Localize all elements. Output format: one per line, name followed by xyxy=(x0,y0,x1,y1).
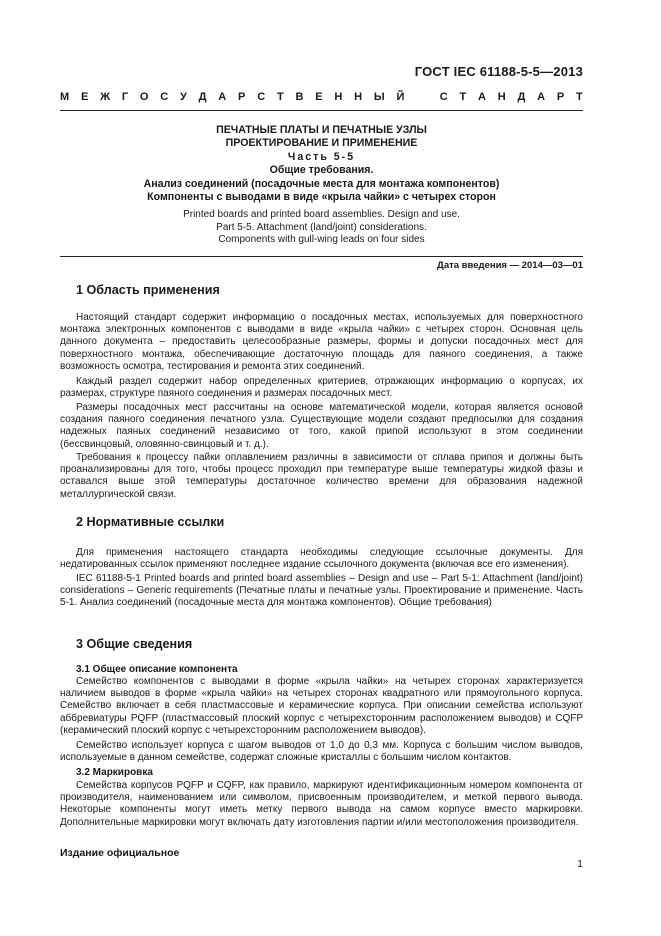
heading-letter: Н xyxy=(497,91,506,103)
heading-letter: Й xyxy=(396,91,405,103)
section-3-title: 3 Общие сведения xyxy=(76,637,193,651)
section-1-paragraph: Каждый раздел содержит набор определенных критериев, отражающих информацию о корпусах, их размерах, структуре паяного соединения и размерах посадочных мест. xyxy=(60,376,583,400)
heading-letter: Н xyxy=(334,91,343,103)
section-1-paragraph: Требования к процессу пайки оплавлением различны в зависимости от сплава припоя и должны быть проанализированы для того, чтобы процесс проходил при температуре выше температуры жидкой фазы и оставался выше этой температуры достаточное количество времени для образования надежной металлургической связи. xyxy=(60,452,583,500)
page-number: 1 xyxy=(577,858,583,870)
section-1-title: 1 Область применения xyxy=(76,283,220,297)
section-1-paragraph: Настоящий стандарт содержит информацию о посадочных местах, используемых для поверхностного монтажа электронных компонентов с выводами в виде «крыла чайки» с четырех сторон. Основная цель данного документа – предоставить целесообразные размеры, формы и допуски посадочных мест для поверхностного монтажа, обеспечивающие достаточную площадь для паяного соединения, а также возможность осмотра, тестирования и ремонта этих соединений. xyxy=(60,312,583,372)
heading-letter: Е xyxy=(315,91,323,103)
english-title xyxy=(60,209,583,247)
heading-letter: Ы xyxy=(373,91,385,103)
heading-letter: Г xyxy=(121,91,129,103)
english-title-line-2: Part 5-5. Attachment (land/joint) considerations. xyxy=(216,221,427,233)
subsection-3-1-title: 3.1 Общее описание компонента xyxy=(76,664,238,675)
heading-letter: А xyxy=(537,91,546,103)
section-1-paragraph: Размеры посадочных мест рассчитаны на основе математической модели, которая является основой создания паяного соединения печатного узла. Существующие модели создают предпосылки для создания надежных паяных соединений независимо от того, какой припой используют в этом соединении (бессвинцовый, оловянно-свинцовый и т. д.). xyxy=(60,402,583,450)
section-2-paragraph: IEC 61188-5-1 Printed boards and printed board assemblies – Design and use – Part 5-1: Attachment (land/joint) considerations – Generic requirements (Печатные платы и печатные узлы. Проектирование и применение. Часть 5-1. Анализ соединений (посадочные места для монтажа компонентов). Общие требования) xyxy=(60,573,583,609)
heading-letter: С xyxy=(257,91,266,103)
heading-letter: Т xyxy=(459,91,467,103)
heading-letter: В xyxy=(295,91,304,103)
heading-letter: Т xyxy=(276,91,284,103)
title-line-6: Компоненты с выводами в виде «крыла чайки» с четырех сторон xyxy=(147,191,496,204)
introduction-date: Дата введения — 2014—03—01 xyxy=(437,260,583,271)
title-line-4: Общие требования. xyxy=(269,164,374,177)
heading-letter: С xyxy=(439,91,448,103)
subsection-3-1-paragraph: Семейство использует корпуса с шагом выводов от 1,0 до 0,3 мм. Корпуса с большим числом выводов, используемые в данном семействе, содержат сложные кристаллы с большим числом контактов. xyxy=(60,740,583,764)
title-line-2: ПРОЕКТИРОВАНИЕ И ПРИМЕНЕНИЕ xyxy=(225,137,418,150)
heading-letter: Е xyxy=(80,91,89,103)
document-title xyxy=(60,124,583,204)
heading-letter: А xyxy=(478,91,486,103)
section-2-paragraph: Для применения настоящего стандарта необходимы следующие ссылочные документы. Для недатированных ссылок применяют последнее издание ссылочного документа (включая все его изменения). xyxy=(60,547,583,571)
heading-letter: М xyxy=(60,91,70,103)
english-title-line-1: Printed boards and printed board assemblies. Design and use. xyxy=(183,209,460,220)
title-line-1: ПЕЧАТНЫЕ ПЛАТЫ И ПЕЧАТНЫЕ УЗЛЫ xyxy=(216,124,427,136)
heading-letter: Н xyxy=(354,91,363,103)
heading-letter: Ж xyxy=(100,91,111,103)
official-edition-label: Издание официальное xyxy=(60,847,180,859)
interstate-standard-heading xyxy=(60,91,583,103)
subsection-3-2-title: 3.2 Маркировка xyxy=(76,767,153,778)
heading-letter: А xyxy=(218,91,227,103)
section-2-title: 2 Нормативные ссылки xyxy=(76,515,225,529)
standard-code: ГОСТ IEC 61188-5-5—2013 xyxy=(414,64,583,79)
english-title-line-3: Components with gull-wing leads on four sides xyxy=(218,234,425,245)
title-line-5: Анализ соединений (посадочные места для монтажа компонентов) xyxy=(143,177,500,190)
heading-letter: У xyxy=(180,91,187,103)
date-rule xyxy=(60,256,583,257)
header-rule xyxy=(60,110,583,111)
heading-letter: С xyxy=(160,91,169,103)
heading-letter: Р xyxy=(556,91,565,103)
title-part: Часть 5-5 xyxy=(287,150,356,163)
heading-letter: О xyxy=(139,91,149,103)
heading-letter: Д xyxy=(198,91,207,103)
subsection-3-1-paragraph: Семейство компонентов с выводами в форме «крыла чайки» на четырех сторонах характеризуется наличием выводов в форме «крыла чайки» на четырех сторонах квадратного или прямоугольного корпуса. Семейство включает в себя пластмассовые и керамические корпуса. При описании семейства используют аббревиатуры PQFP (пластмассовый плоский корпус с четырехсторонним расположением выводов) и CQFP (керамический плоский корпус с четырехсторонним расположением выводов). xyxy=(60,676,583,736)
heading-letter: Д xyxy=(517,91,526,103)
heading-letter: Т xyxy=(576,91,583,103)
heading-letter: Р xyxy=(238,91,246,103)
subsection-3-2-paragraph: Семейства корпусов PQFP и CQFP, как правило, маркируют идентификационным номером компонента от производителя, наименованием или символом, присвоенным производителем, и меткой первого вывода. Некоторые компоненты могут иметь метку первого вывода на самом корпусе вместо маркировки. Дополнительные маркировки могут включать дату изготовления партии и/или местоположения производителя. xyxy=(60,780,583,828)
